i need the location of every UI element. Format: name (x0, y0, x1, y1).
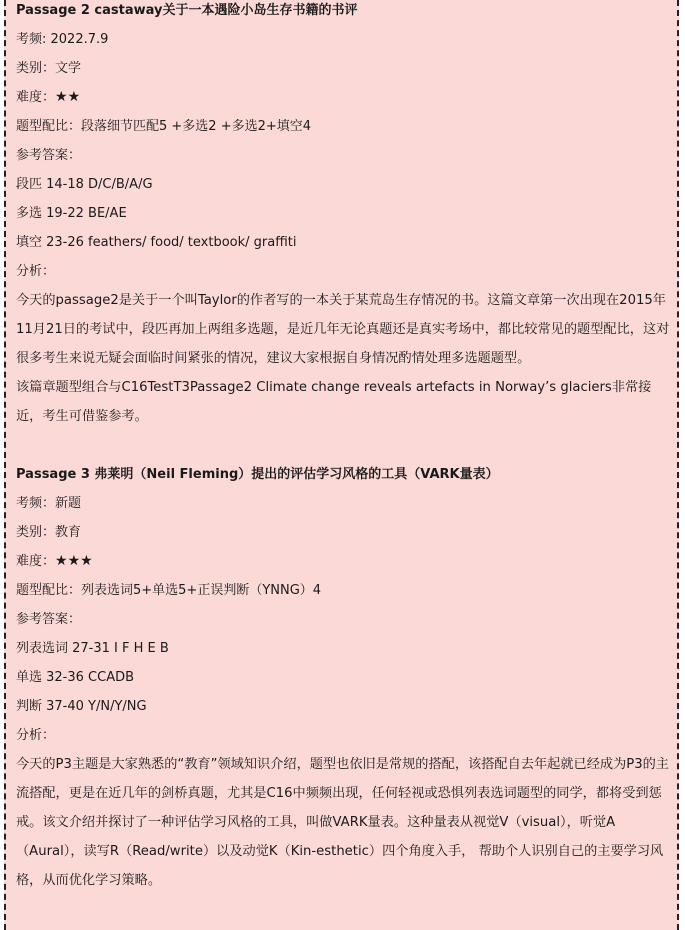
difficulty-label: 难度： (16, 90, 56, 105)
passage2-frequency: 考频: 2022.7.9 (16, 32, 109, 47)
passage3-answer-row: 单选 32-36 CCADB (16, 670, 135, 685)
star-rating-icon: ★★★ (55, 553, 93, 569)
passage2-title: Passage 2 castaway关于一本遇险小岛生存书籍的书评 (16, 3, 358, 18)
passage3-title: Passage 3 弗莱明（Neil Fleming）提出的评估学习风格的工具（VARK量表） (16, 467, 499, 482)
passage2-answer-row: 多选 19-22 BE/AE (16, 206, 127, 221)
passage2-answer-row: 段匹 14-18 D/C/B/A/G (16, 177, 153, 192)
passage2-answer-row: 填空 23-26 feathers/ food/ textbook/ graffiti (16, 235, 297, 250)
passage3-category: 类别：教育 (16, 525, 82, 540)
passage3-answers-label: 参考答案： (16, 612, 82, 627)
star-rating-icon: ★★ (55, 89, 81, 105)
passage3-frequency: 考频：新题 (16, 496, 82, 511)
passage2-difficulty (16, 83, 676, 112)
difficulty-label: 难度： (16, 554, 56, 569)
passage3-difficulty (16, 547, 676, 576)
passage2-answers-label: 参考答案： (16, 148, 82, 163)
passage3-answer-row: 判断 37-40 Y/N/Y/NG (16, 699, 147, 714)
passage3-question-types: 题型配比：列表选词5+单选5+正误判断（YNNG）4 (16, 583, 322, 598)
section-spacer (16, 431, 676, 460)
passage3-analysis-label: 分析： (16, 728, 56, 743)
passage2-analysis-paragraph: 今天的passage2是关于一个叫Taylor的作者写的一本关于某荒岛生存情况的书。这篇文章第一次出现在2015年11月21日的考试中，段匹再加上两组多选题，是近几年无论真题还是真实考场中，都比较常见的题型配比，这对很多考生来说无疑会面临时间紧张的情况，建议大家根据自身情况酌情处理多选题题型。 (16, 293, 670, 366)
content-card (4, 0, 679, 930)
passage2-analysis-note: 该篇章题型组合与C16TestT3Passage2 Climate change reveals artefacts in Norway’s glaciers非常接近，考生可借鉴参考。 (16, 380, 652, 424)
passage3-answer-row: 列表选词 27-31 I F H E B (16, 641, 169, 656)
passage2-category: 类别：文学 (16, 61, 82, 76)
passage2-question-types: 题型配比：段落细节匹配5 +多选2 +多选2+填空4 (16, 119, 312, 134)
passage2-analysis-label: 分析： (16, 264, 56, 279)
content-body (16, 0, 676, 895)
passage3-analysis-paragraph: 今天的P3主题是大家熟悉的“教育”领域知识介绍，题型也依旧是常规的搭配，该搭配自去年起就已经成为P3的主流搭配，更是在近几年的剑桥真题，尤其是C16中频频出现，任何轻视或恐惧列表选词题型的同学，都将受到惩戒。该文介绍并探讨了一种评估学习风格的工具，叫做VARK量表。这种量表从视觉V（visual），听觉A（Aural），读写R（Read/write）以及动觉K（Kin-esthetic）四个角度入手， 帮助个人识别自己的主要学习风格，从而优化学习策略。 (16, 757, 669, 888)
